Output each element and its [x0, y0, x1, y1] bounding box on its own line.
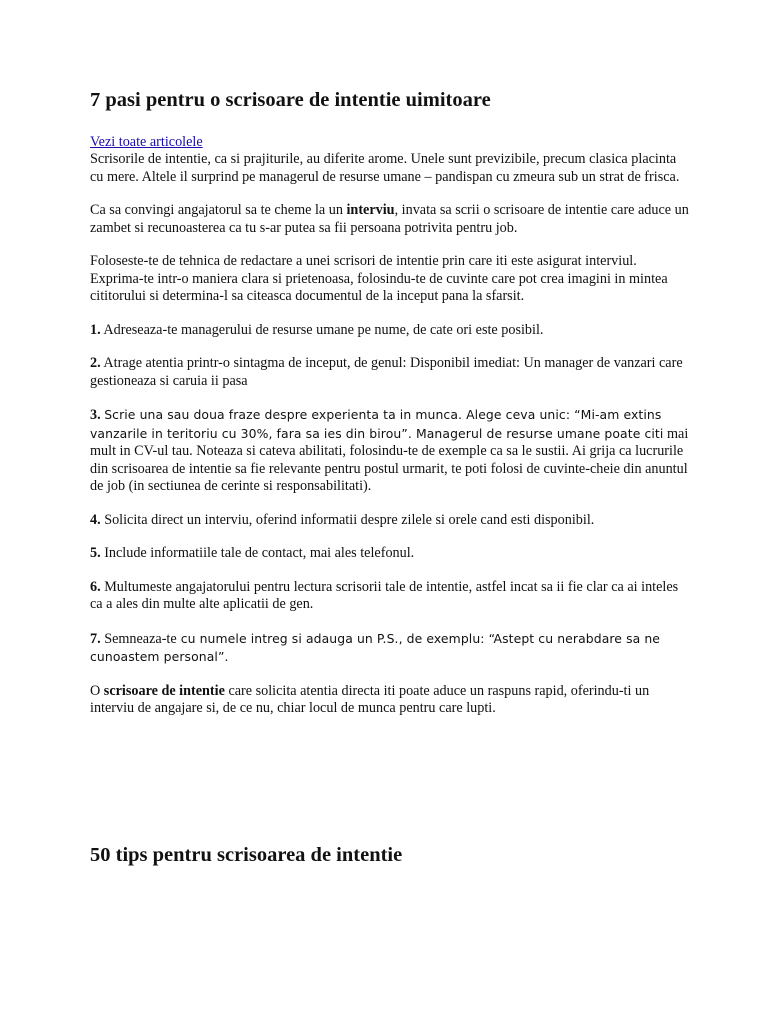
step-text: Atrage atentia printr-o sintagma de inceput, de genul: Disponibil imediat: Un manager de vanzari care gestioneaza si caruia ii pasa — [90, 355, 683, 389]
article-title: 7 pasi pentru o scrisoare de intentie uimitoare — [90, 89, 491, 111]
article — [90, 88, 690, 734]
step-number: 3. — [90, 407, 101, 424]
paragraph-interview-text-before: Ca sa convingi angajatorul sa te cheme la un — [90, 202, 347, 219]
interview-keyword: interviu — [346, 202, 395, 219]
all-articles-link[interactable]: Vezi toate articolele — [90, 133, 203, 150]
step-5 — [90, 545, 690, 563]
step-number: 1. — [90, 321, 101, 338]
closing-paragraph — [90, 683, 690, 718]
step-text: Adreseaza-te managerului de resurse umane pe nume, de cate ori este posibil. — [103, 321, 544, 338]
step-text: Semneaza-te — [104, 630, 177, 647]
step-3 — [90, 406, 690, 496]
step-7 — [90, 630, 690, 667]
next-section-title: 50 tips pentru scrisoarea de intentie — [90, 844, 403, 866]
step-1 — [90, 322, 690, 340]
paragraph-technique: Foloseste-te de tehnica de redactare a unei scrisori de intentie prin care iti este asigurat interviul. Exprima-te intr-o maniera clara si prietenoasa, folosindu-te de cuvinte care pot crea imagini in mintea cititorului si determina-l sa citeasca documentul de la inceput pana la sfarsit. — [90, 253, 668, 305]
cover-letter-keyword: scrisoare de intentie — [103, 682, 225, 699]
step-text: Solicita direct un interviu, oferind informatii despre zilele si orele cand esti disponibil. — [104, 511, 595, 528]
step-6 — [90, 579, 690, 614]
step-text-quote: cu numele intreg si adauga un P.S., de exemplu: “Astept cu nerabdare sa ne cunoastem personal”. — [90, 630, 661, 665]
step-text: mai mult in CV-ul tau. Noteaza si cateva abilitati, folosindu-te de exemple ca sa le sustii. Ai grija ca lucrurile din scrisoarea de intentie sa fie relevante pentru postul urmarit, te poti folosi de cuvinte-cheie din anuntul de job (in sectiunea de cerinte si responsabilitati). — [90, 425, 689, 495]
step-2 — [90, 355, 690, 390]
paragraph-interview — [90, 202, 690, 237]
step-number: 4. — [90, 511, 101, 528]
step-number: 2. — [90, 355, 101, 372]
closing-text-after: care solicita atentia directa iti poate aduce un raspuns rapid, oferindu-ti un interviu de angajare si, de ce nu, chiar locul de munca pentru care lupti. — [90, 682, 650, 717]
step-text: Multumeste angajatorului pentru lectura scrisorii tale de intentie, astfel incat sa ii fie clar ca ai inteles ca a ales din multe alte aplicatii de gen. — [90, 578, 679, 613]
step-text: Include informatiile tale de contact, mai ales telefonul. — [104, 545, 415, 562]
step-number: 5. — [90, 545, 101, 562]
step-number: 6. — [90, 578, 101, 595]
intro-paragraph: Scrisorile de intentie, ca si prajiturile, au diferite arome. Unele sunt previzibile, precum clasica placinta cu mere. Altele il surprind pe managerul de resurse umane – pandispan cu zmeura sub un strat de frisca. — [90, 151, 680, 185]
closing-text-before: O — [90, 682, 104, 699]
paragraph-interview-text-after: , invata sa scrii o scrisoare de intentie care aduce un zambet si recunoasterea ca tu s-ar putea sa fii persoana potrivita pentru job. — [90, 202, 689, 236]
step-text-quote: Scrie una sau doua fraze despre experienta ta in munca. Alege ceva unic: “Mi-am extins vanzarile in teritoriu cu 30%, fara sa ies din birou”. Managerul de resurse umane poate citi — [90, 407, 664, 441]
step-4 — [90, 512, 690, 530]
step-number: 7. — [90, 630, 101, 647]
